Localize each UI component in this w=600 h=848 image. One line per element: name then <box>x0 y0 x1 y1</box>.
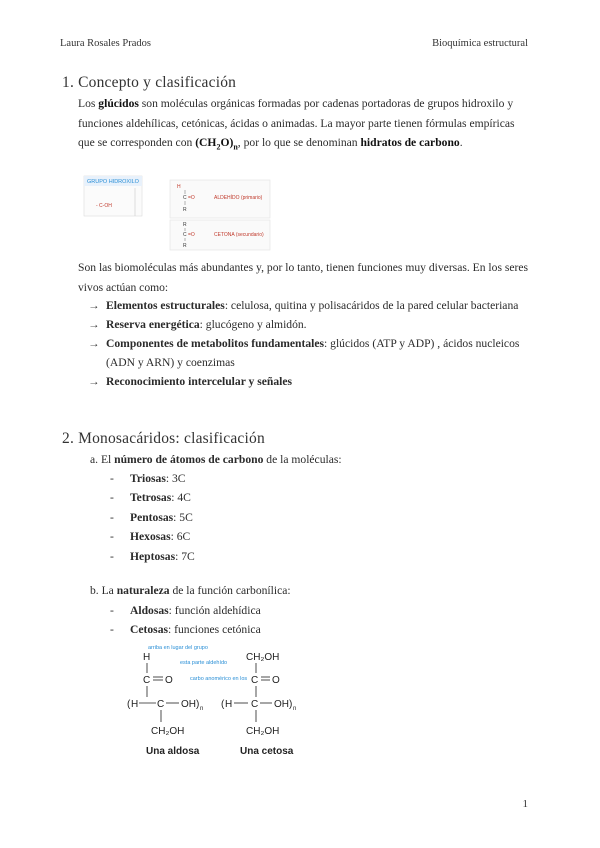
list-item: → Componentes de metabolitos fundamentales: glúcidos (ATP y ADP) , ácidos nucleicos (ADN y ARN) y coenzimas <box>88 337 520 369</box>
list-item: - Heptosas: 7C <box>110 549 195 563</box>
list-item: - Tetrosas: 4C <box>110 491 191 505</box>
page-number: 1 <box>522 798 528 810</box>
svg-text:n: n <box>293 706 297 712</box>
list-item: - Aldosas: función aldehídica <box>110 604 261 617</box>
svg-text:C: C <box>251 699 259 710</box>
svg-text:(: ( <box>127 699 131 710</box>
svg-text:=O: =O <box>188 232 195 238</box>
svg-text:O: O <box>272 675 280 686</box>
svg-text:(: ( <box>221 699 225 710</box>
list-item: → Reserva energética: glucógeno y almidón. <box>88 318 307 331</box>
svg-text:C: C <box>251 675 259 686</box>
svg-text:): ) <box>196 699 200 710</box>
svg-text:n: n <box>200 706 204 712</box>
list-item: → Elementos estructurales: celulosa, quitina y polisacáridos de la pared celular bacteriana <box>88 299 519 312</box>
list-item: → Reconocimiento intercelular y señales <box>88 375 293 388</box>
svg-text:R: R <box>183 243 187 249</box>
annotation-1: arriba en lugar del grupo <box>148 645 208 651</box>
aldose-caption: Una aldosa <box>146 746 200 757</box>
functions-list <box>88 296 538 391</box>
svg-text:): ) <box>289 699 293 710</box>
svg-text:OH: OH <box>181 699 196 710</box>
carbonyl-list <box>110 601 261 640</box>
functional-groups-figure <box>82 174 282 252</box>
svg-text:H: H <box>131 699 139 710</box>
ketose-caption: Una cetosa <box>240 746 294 757</box>
ketone-label: CETONA (secundario) <box>214 232 264 238</box>
svg-text:OH: OH <box>274 699 289 710</box>
list-item: - Pentosas: 5C <box>110 510 193 524</box>
svg-text:R: R <box>183 207 187 213</box>
header-author: Laura Rosales Prados <box>60 38 151 49</box>
aldehyde-label: ALDEHÍDO (primario) <box>214 195 263 201</box>
list-item: - Hexosas: 6C <box>110 530 191 544</box>
svg-text:R: R <box>183 222 187 228</box>
carbon-count-list <box>110 469 195 566</box>
subsection-a-heading: a. El número de átomos de carbono de la moléculas: <box>90 453 342 466</box>
list-item: - Triosas: 3C <box>110 472 186 485</box>
section-1-paragraph-2: Son las biomoléculas más abundantes y, por lo tanto, tienen funciones muy diversas. En los seres vivos actúan como: <box>78 261 529 294</box>
svg-text:H: H <box>177 184 181 190</box>
svg-text:C: C <box>143 675 151 686</box>
hydroxyl-label: GRUPO HIDROXILO <box>87 179 139 185</box>
svg-text:CH₂OH: CH₂OH <box>151 726 185 737</box>
svg-text:=O: =O <box>188 195 195 201</box>
svg-text:H: H <box>143 652 151 663</box>
svg-text:O: O <box>165 675 173 686</box>
svg-text:C: C <box>157 699 165 710</box>
svg-text:C: C <box>183 232 187 238</box>
section-1-title: 1. Concepto y clasificación <box>62 74 237 91</box>
section-1-paragraph-1: Los glúcidos son moléculas orgánicas formadas por cadenas portadoras de grupos hidroxilo y funciones aldehílicas, cetónicas, ácidas o animadas. La mayor parte tienen fórmulas empíricas que se corresponden con $(CH_2O)_n$, por lo que se denominan hidratos de carbono. <box>78 97 515 152</box>
annotation-2: esta parte aldehído <box>180 660 228 666</box>
svg-text:CH₂OH: CH₂OH <box>246 652 280 663</box>
svg-text:H: H <box>225 699 233 710</box>
hydroxyl-formula: - C-OH <box>96 203 112 209</box>
list-item: - Cetosas: funciones cetónica <box>110 623 261 637</box>
section-2-title: 2. Monosacáridos: clasificación <box>62 430 265 447</box>
aldose-ketose-figure <box>124 642 324 762</box>
annotation-3: carbo anomérico en los <box>190 676 248 682</box>
svg-text:C: C <box>183 195 187 201</box>
header-subject: Bioquímica estructural <box>432 38 528 49</box>
svg-text:CH₂OH: CH₂OH <box>246 726 280 737</box>
subsection-b-heading: b. La naturaleza de la función carbonílica: <box>90 584 291 597</box>
